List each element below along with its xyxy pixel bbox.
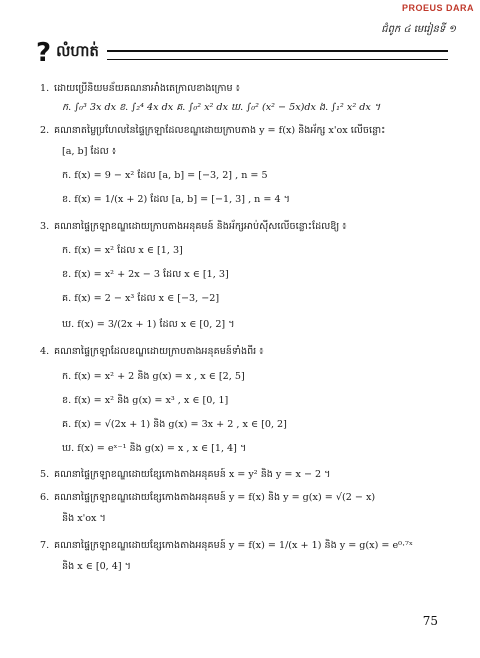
exercise-2-continuation: [a, b] ដែល ៖ [62, 146, 117, 157]
question-mark-icon: ? [36, 38, 52, 68]
exercise-prompt: គណនាផ្ទៃក្រឡាដែលខណ្ឌដោយក្រាបតាងអនុគមន៍ទាំងពីរ ៖ [54, 346, 264, 357]
exercise-3a: ក. f(x) = x² ដែល x ∈ [1, 3] [62, 245, 183, 256]
section-rule [107, 50, 448, 60]
exercise-2b: ខ. f(x) = 1/(x + 2) ដែល [a, b] = [−1, 3] , n = 4 ។ [62, 194, 290, 205]
exercise-6 [40, 491, 375, 504]
exercise-4 [40, 345, 264, 358]
exercise-7 [40, 539, 413, 552]
section-title: លំហាត់ [56, 42, 99, 60]
exercise-number: 3. [40, 221, 50, 232]
exercise-prompt: គណនាតម្លៃប្រហែលនៃផ្ទៃក្រឡាដែលខណ្ឌដោយក្រាបតាង y = f(x) និងអ័ក្ស x'ox លើចន្លោះ [54, 125, 386, 136]
exercise-number: 4. [40, 346, 50, 357]
exercise-2 [40, 124, 385, 137]
exercise-4d: ឃ. f(x) = eˣ⁻¹ និង g(x) = x , x ∈ [1, 4] ។ [62, 443, 247, 454]
exercise-number: 6. [40, 492, 50, 503]
exercise-1 [40, 82, 240, 95]
exercise-prompt: គណនាផ្ទៃក្រឡាខណ្ឌដោយខ្សែកោងតាងអនុគមន៍ y = f(x) និង y = g(x) = √(2 − x) [54, 492, 376, 503]
exercise-5 [40, 468, 331, 481]
exercise-prompt: គណនាផ្ទៃក្រឡាខណ្ឌដោយក្រាបតាងអនុគមន៍ និងអ័ក្សអាប់ស៊ីសលើចន្លោះដែលឱ្យ ៖ [54, 221, 347, 232]
exercise-number: 2. [40, 125, 50, 136]
exercise-prompt: គណនាផ្ទៃក្រឡាខណ្ឌដោយខ្សែកោងតាងអនុគមន៍ x = y² និង y = x − 2 ។ [54, 469, 331, 480]
exercise-4a: ក. f(x) = x² + 2 និង g(x) = x , x ∈ [2, 5] [62, 371, 245, 382]
exercise-7-continuation: និង x ∈ [0, 4] ។ [62, 561, 132, 572]
exercise-number: 7. [40, 540, 50, 551]
exercise-6-continuation: និង x'ox ។ [62, 513, 106, 524]
exercise-3b: ខ. f(x) = x² + 2x − 3 ដែល x ∈ [1, 3] [62, 269, 229, 280]
exercise-prompt: គណនាផ្ទៃក្រឡាខណ្ឌដោយខ្សែកោងតាងអនុគមន៍ y = f(x) = 1/(x + 1) និង y = g(x) = e⁰·⁷ˣ [54, 540, 413, 551]
exercise-1-items: ក. ∫₀³ 3x dx ខ. ∫₂⁴ 4x dx គ. ∫₀² x² dx ឃ. ∫₀² (x² − 5x)dx ង. ∫₁² x² dx ។ [62, 102, 381, 113]
brand-label: PROEUS DARA [401, 3, 474, 13]
exercise-3c: គ. f(x) = 2 − x³ ដែល x ∈ [−3, −2] [62, 293, 220, 304]
exercise-4b: ខ. f(x) = x² និង g(x) = x³ , x ∈ [0, 1] [62, 395, 229, 406]
exercise-number: 5. [40, 469, 50, 480]
page-number: 75 [422, 614, 438, 628]
exercise-2a: ក. f(x) = 9 − x² ដែល [a, b] = [−3, 2] , n = 5 [62, 170, 268, 181]
exercise-prompt: ដោយប្រើនិយមន័យគណនាអាំងតេក្រាលខាងក្រោម ៖ [54, 83, 240, 94]
exercise-3 [40, 220, 347, 233]
exercise-number: 1. [40, 83, 50, 94]
exercise-4c: គ. f(x) = √(2x + 1) និង g(x) = 3x + 2 , x ∈ [0, 2] [62, 419, 287, 430]
chapter-label: ជំពូក ៤ មេរៀនទី ១ [381, 24, 456, 35]
exercise-3d: ឃ. f(x) = 3/(2x + 1) ដែល x ∈ [0, 2] ។ [62, 319, 235, 330]
section-header [36, 40, 448, 66]
